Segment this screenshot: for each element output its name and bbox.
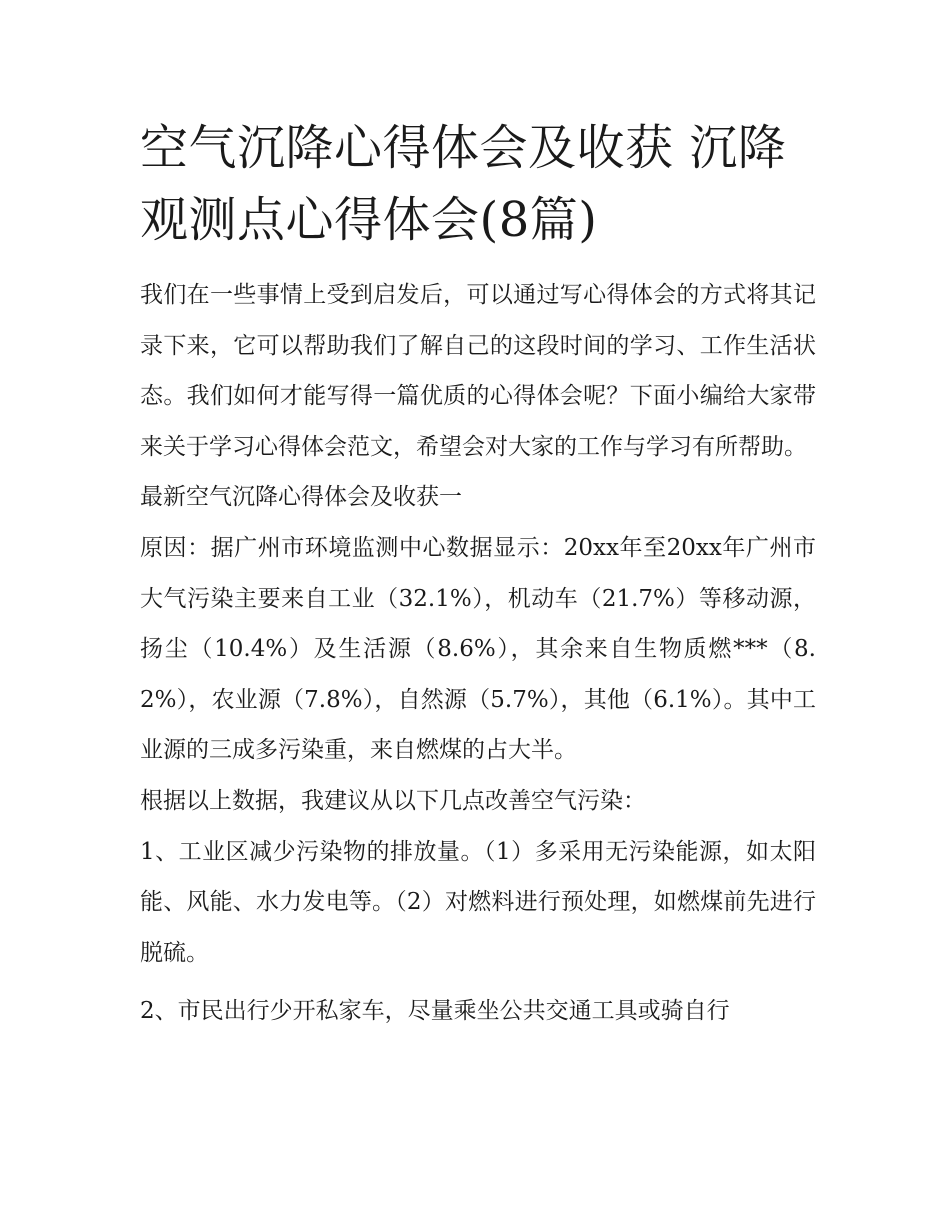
document-title: 空气沉降心得体会及收获 沉降观测点心得体会(8篇)	[140, 120, 787, 248]
reason-paragraph: 原因：据广州市环境监测中心数据显示：20xx年至20xx年广州市大气污染主要来自工业（32.1%），机动车（21.7%）等移动源，扬尘（10.4%）及生活源（8.6%），其余来自生物质燃***（8.2%），农业源（7.8%），自然源（5.7%），其他（6.1%）。其中工业源的三成多污染重，来自燃煤的占大半。	[140, 534, 816, 764]
point-1-paragraph: 1、工业区减少污染物的排放量。（1）多采用无污染能源，如太阳能、风能、水力发电等。（2）对燃料进行预处理，如燃煤前先进行脱硫。	[140, 838, 816, 966]
intro-paragraph: 我们在一些事情上受到启发后，可以通过写心得体会的方式将其记录下来，它可以帮助我们了解自己的这段时间的学习、工作生活状态。我们如何才能写得一篇优质的心得体会呢？下面小编给大家带来关于学习心得体会范文，希望会对大家的工作与学习有所帮助。	[140, 282, 816, 460]
suggestion-intro: 根据以上数据，我建议从以下几点改善空气污染：	[140, 787, 646, 814]
section-heading: 最新空气沉降心得体会及收获一	[140, 484, 462, 511]
document-page	[140, 112, 816, 1037]
point-2-paragraph: 2、市民出行少开私家车，尽量乘坐公共交通工具或骑自行	[140, 998, 730, 1025]
